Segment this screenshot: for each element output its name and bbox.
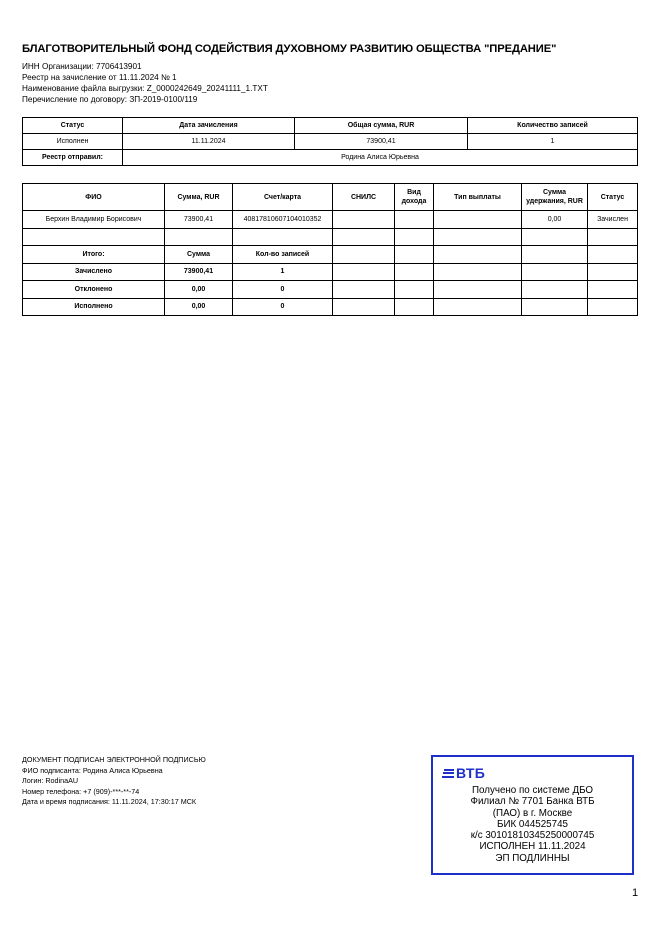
file-name-line: Наименование файла выгрузки: Z_0000242649_20241111_1.TXT <box>22 83 268 93</box>
summary-status: Исполнен <box>23 134 123 150</box>
row-income-type <box>395 211 434 229</box>
signer-login: Логин: RodinaAU <box>22 776 79 786</box>
registry-info <box>22 62 268 106</box>
row-fio: Берхин Владимир Борисович <box>23 211 165 229</box>
totals-header-row <box>23 246 638 264</box>
totals-row <box>23 263 638 281</box>
summary-values-row <box>23 134 638 150</box>
stamp-line: к/с 30101810345250000745 <box>470 830 595 842</box>
summary-header-row <box>23 118 638 134</box>
registry-line: Реестр на зачисление от 11.11.2024 № 1 <box>22 72 177 82</box>
totals-sum-header: Сумма <box>165 246 233 264</box>
vtb-logo-text: ВТБ <box>456 765 486 781</box>
stamp-line: Получено по системе ДБО <box>471 785 594 796</box>
stamp-line: ИСПОЛНЕН 11.11.2024 <box>479 841 586 853</box>
totals-count-header: Кол-во записей <box>233 246 333 264</box>
totals-label: Итого: <box>23 246 165 264</box>
organization-title: БЛАГОТВОРИТЕЛЬНЫЙ ФОНД СОДЕЙСТВИЯ ДУХОВНОМУ РАЗВИТИЮ ОБЩЕСТВА "ПРЕДАНИЕ" <box>22 43 557 55</box>
totals-row-sum: 0,00 <box>165 298 233 316</box>
totals-row-label: Зачислено <box>23 263 165 281</box>
stamp-text <box>433 785 632 864</box>
vtb-logo-icon <box>442 769 454 778</box>
totals-row-count: 0 <box>233 281 333 299</box>
signer-name: ФИО подписанта: Родина Алиса Юрьевна <box>22 765 163 775</box>
payments-header-row <box>23 184 638 211</box>
totals-row <box>23 298 638 316</box>
summary-table <box>22 117 638 166</box>
sender-label: Реестр отправил: <box>23 150 123 166</box>
row-amount: 73900,41 <box>165 211 233 229</box>
summary-total-header: Общая сумма, RUR <box>295 118 468 134</box>
totals-row-label: Исполнено <box>23 298 165 316</box>
signer-phone: Номер телефона: +7 (909)-***-**-74 <box>22 786 140 796</box>
page-number: 1 <box>632 887 639 899</box>
stamp-line: Филиал № 7701 Банка ВТБ <box>470 796 595 808</box>
totals-row-sum: 73900,41 <box>165 263 233 281</box>
summary-count-header: Количество записей <box>468 118 638 134</box>
payment-type-header: Тип выплаты <box>434 184 522 211</box>
withheld-header: Сумма удержания, RUR <box>522 184 588 211</box>
totals-row-label: Отклонено <box>23 281 165 299</box>
contract-line: Перечисление по договору: ЗП-2019-0100/119 <box>22 94 198 104</box>
summary-status-header: Статус <box>23 118 123 134</box>
inn-line: ИНН Организации: 7706413901 <box>22 62 142 71</box>
totals-row-count: 0 <box>233 298 333 316</box>
summary-sender-row <box>23 150 638 166</box>
empty-row <box>23 228 638 246</box>
summary-total: 73900,41 <box>295 134 468 150</box>
summary-count: 1 <box>468 134 638 150</box>
vtb-logo <box>442 765 485 781</box>
account-header: Счет/карта <box>233 184 333 211</box>
stamp-line: ЭП ПОДЛИННЫ <box>495 852 570 864</box>
payments-table <box>22 183 638 316</box>
totals-row-sum: 0,00 <box>165 281 233 299</box>
stamp-line: (ПАО) в г. Москве <box>492 807 573 819</box>
stamp-line: БИК 044525745 <box>497 818 568 830</box>
summary-date: 11.11.2024 <box>123 134 295 150</box>
row-status: Зачислен <box>588 211 638 229</box>
summary-date-header: Дата зачисления <box>123 118 295 134</box>
fio-header: ФИО <box>23 184 165 211</box>
signature-line: ДОКУМЕНТ ПОДПИСАН ЭЛЕКТРОННОЙ ПОДПИСЬЮ <box>22 755 206 764</box>
table-row <box>23 211 638 229</box>
amount-header: Сумма, RUR <box>165 184 233 211</box>
signing-datetime: Дата и время подписания: 11.11.2024, 17:30:17 МСК <box>22 797 197 807</box>
signature-block <box>22 755 206 808</box>
row-payment-type <box>434 211 522 229</box>
totals-row-count: 1 <box>233 263 333 281</box>
snils-header: СНИЛС <box>333 184 395 211</box>
income-type-header: Вид дохода <box>395 184 434 211</box>
row-snils <box>333 211 395 229</box>
sender-name: Родина Алиса Юрьевна <box>123 150 638 166</box>
row-account: 40817810607104010352 <box>233 211 333 229</box>
row-withheld: 0,00 <box>522 211 588 229</box>
totals-row <box>23 281 638 299</box>
bank-stamp <box>431 755 634 875</box>
status-header: Статус <box>588 184 638 211</box>
